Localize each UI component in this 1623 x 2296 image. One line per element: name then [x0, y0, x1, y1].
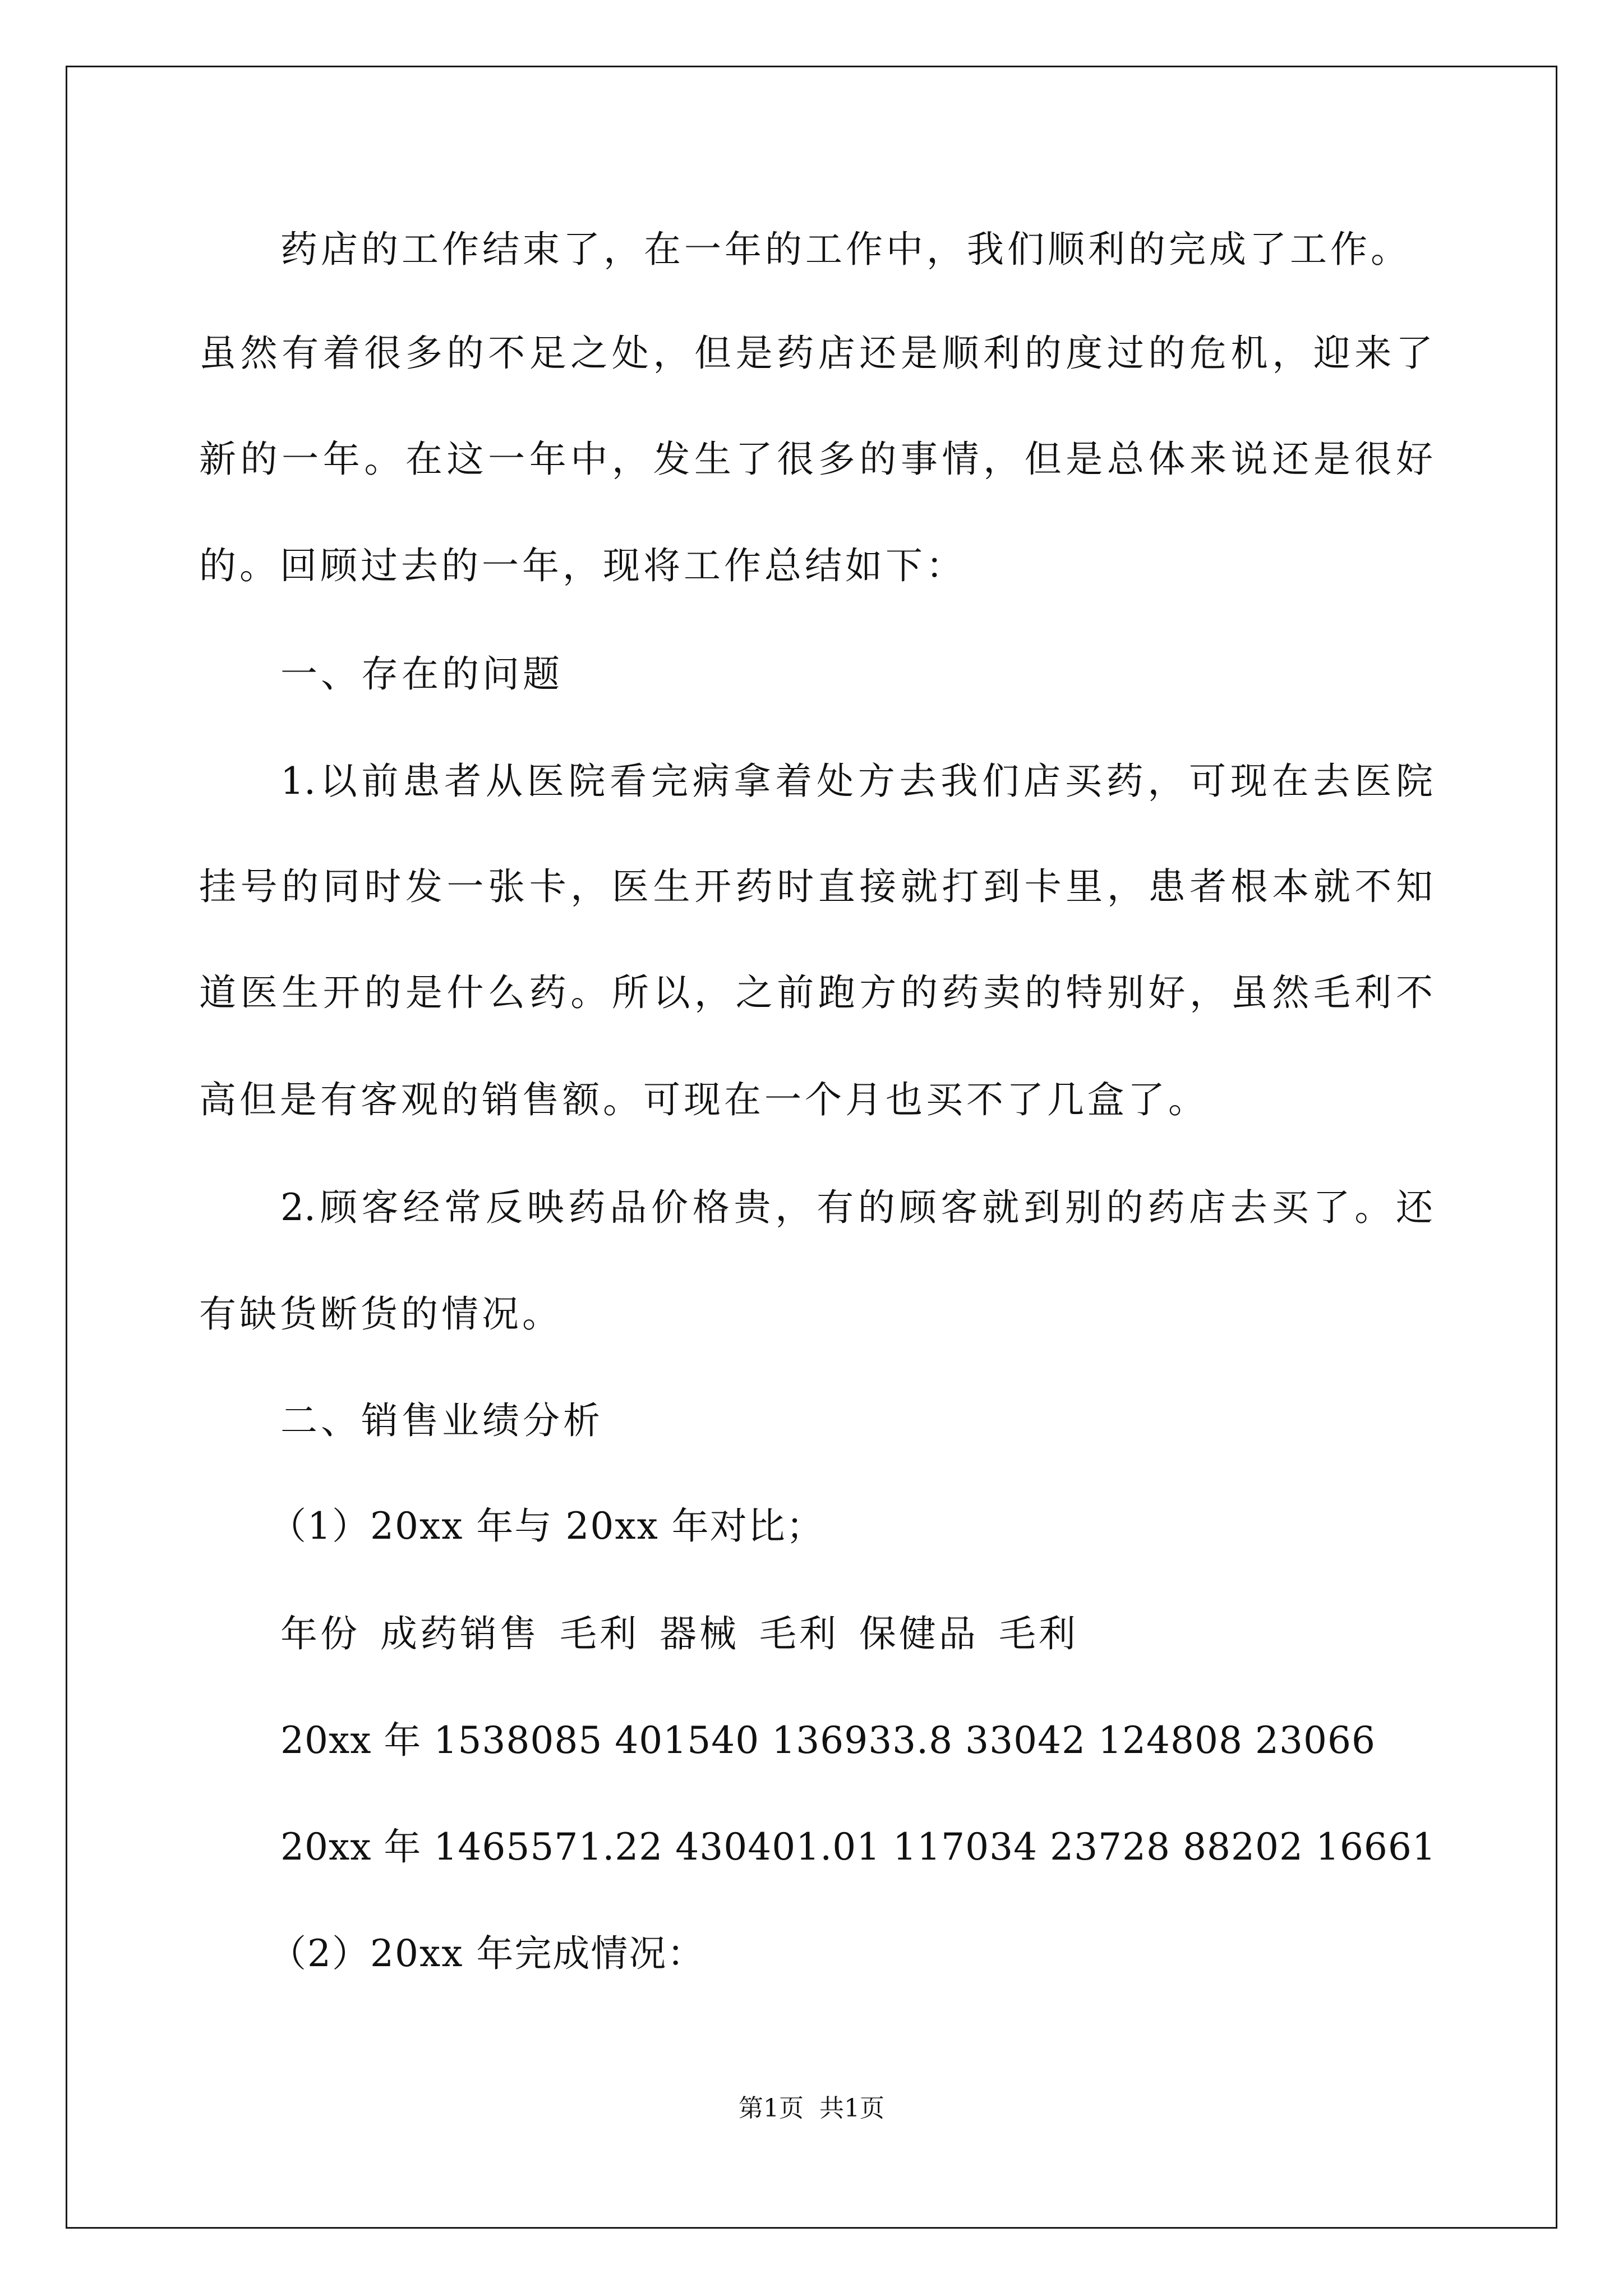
page-footer: [0, 2088, 1623, 2124]
section1-heading: 一、存在的问题: [280, 652, 563, 696]
table-row: 20xx 年 1465571.22 430401.01 117034 23728 88202 16661: [280, 1825, 1436, 1869]
subsection1-heading: （1）20xx 年与 20xx 年对比；: [269, 1504, 824, 1548]
page-number: 第1页: [739, 2094, 804, 2123]
item2-line-2: 有缺货断货的情况。: [199, 1292, 562, 1336]
table-row: 20xx 年 1538085 401540 136933.8 33042 124808 23066: [280, 1719, 1376, 1762]
item1-line-3: 道医生开的是什么药。所以，之前跑方的药卖的特别好，虽然毛利不: [199, 971, 1433, 1014]
item1-line-2: 挂号的同时发一张卡，医生开药时直接就打到卡里，患者根本就不知: [199, 865, 1433, 908]
intro-line-4: 的。回顾过去的一年，现将工作总结如下：: [199, 544, 966, 587]
page-border: [66, 66, 1557, 2229]
item1-line-1: 1.以前患者从医院看完病拿着处方去我们店买药，可现在去医院: [280, 760, 1433, 803]
page-total: 共1页: [819, 2094, 884, 2123]
subsection2-heading: （2）20xx 年完成情况：: [269, 1932, 706, 1975]
section2-heading: 二、销售业绩分析: [280, 1399, 603, 1442]
intro-line-1: 药店的工作结束了，在一年的工作中，我们顺利的完成了工作。: [280, 228, 1411, 271]
item1-line-4: 高但是有客观的销售额。可现在一个月也买不了几盒了。: [199, 1078, 1209, 1121]
table-header: 年份 成药销售 毛利 器械 毛利 保健品 毛利: [280, 1612, 1078, 1655]
intro-line-2: 虽然有着很多的不足之处，但是药店还是顺利的度过的危机，迎来了: [199, 332, 1433, 375]
intro-line-3: 新的一年。在这一年中，发生了很多的事情，但是总体来说还是很好: [199, 438, 1433, 481]
item2-line-1: 2.顾客经常反映药品价格贵，有的顾客就到别的药店去买了。还: [280, 1186, 1433, 1229]
